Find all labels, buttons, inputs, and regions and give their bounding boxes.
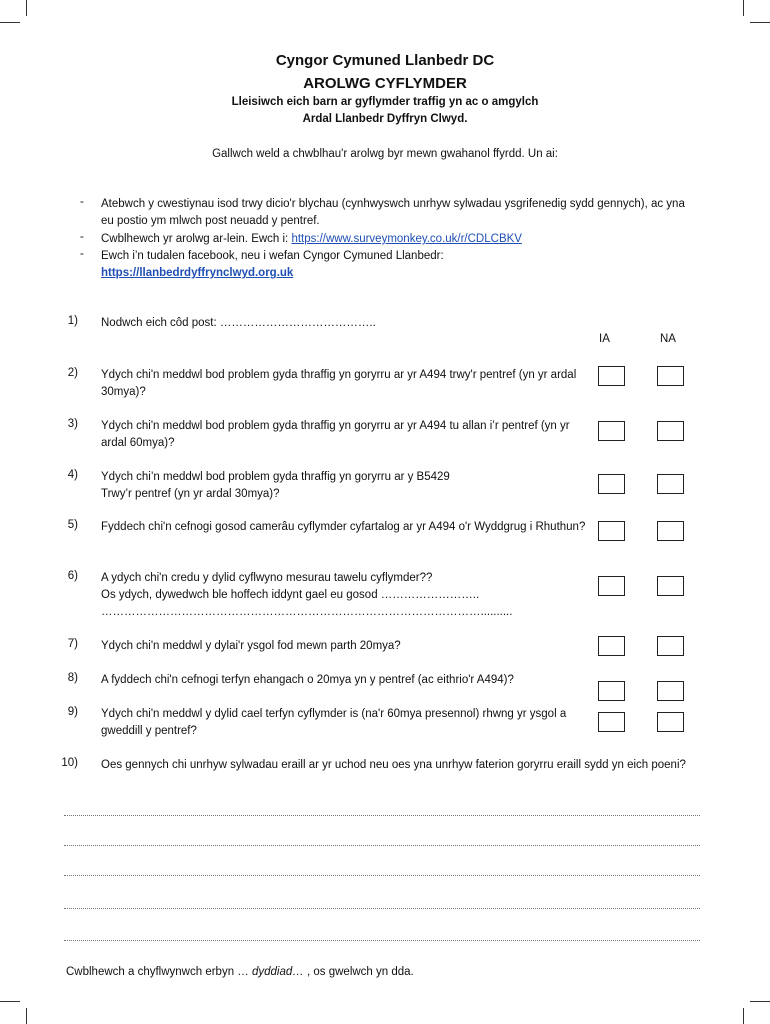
survey-link[interactable]: https://www.surveymonkey.co.uk/r/CDLCBKV (291, 233, 522, 245)
crop-mark (743, 1008, 744, 1024)
option-post-text: Atebwch y cwestiynau isod trwy dicio'r blychau (cynhwyswch unrhyw sylwadau ysgrifenedig sydd gennych), ac yna eu postio ym mlwch post neuadd y pentref. (101, 198, 685, 227)
option-dash: - (80, 231, 84, 243)
question-text: Ydych chi'n meddwl bod problem gyda thraffig yn goryrru ar yr A494 tu allan i’r pentref (yn yr ardal 60mya)? (101, 420, 570, 449)
crop-mark (26, 0, 27, 16)
subtitle-line2: Ardal Llanbedr Dyffryn Clwyd. (302, 113, 468, 125)
question-number: 1) (67, 315, 78, 327)
question-text: Ydych chi'n meddwl bod problem gyda thraffig yn goryrru ar yr A494 trwy'r pentref (yn yr ardal 30mya)? (101, 369, 577, 398)
yes-checkbox[interactable] (598, 421, 625, 441)
no-checkbox[interactable] (657, 681, 684, 701)
crop-mark (750, 22, 770, 23)
question-number: 8) (67, 672, 78, 684)
question-number: 7) (67, 638, 78, 650)
footer-text: Cwblhewch a chyflwynwch erbyn … (66, 966, 252, 978)
yes-checkbox[interactable] (598, 521, 625, 541)
question-line: A ydych chi'n credu y dylid cyflwyno mesurau tawelu cyflymder?? (101, 572, 433, 584)
crop-mark (0, 22, 20, 23)
option-online-text: Cwblhewch yr arolwg ar-lein. Ewch i: (101, 233, 292, 245)
no-column-label: NA (660, 333, 676, 345)
comment-line[interactable] (64, 815, 700, 816)
yes-checkbox[interactable] (598, 366, 625, 386)
question-text: A fyddech chi'n cefnogi terfyn ehangach o 20mya yn y pentref (ac eithrio'r A494)? (101, 674, 514, 686)
question-text: Fyddech chi'n cefnogi gosod camerâu cyflymder cyfartalog ar yr A494 o'r Wyddgrug i Rhuthun? (101, 521, 586, 533)
question-number: 2) (67, 367, 78, 379)
no-checkbox[interactable] (657, 712, 684, 732)
yes-checkbox[interactable] (598, 712, 625, 732)
question-line: Trwy’r pentref (yn yr ardal 30mya)? (101, 488, 280, 500)
yes-checkbox[interactable] (598, 681, 625, 701)
no-checkbox[interactable] (657, 421, 684, 441)
footer-date: dyddiad… (252, 966, 304, 978)
question-postcode: Nodwch eich côd post: ………………………………….. (101, 317, 376, 329)
footer-note (66, 964, 414, 981)
survey-title: AROLWG CYFLYMDER (303, 75, 467, 92)
question-line: Os ydych, dywedwch ble hoffech iddynt gael eu gosod …………………….. (101, 589, 480, 601)
question-number: 3) (67, 418, 78, 430)
option-dash: - (80, 196, 84, 208)
comment-line[interactable] (64, 875, 700, 876)
answer-dots-line: ……………………………………………………………………………………….......... (101, 606, 513, 618)
intro-text: Gallwch weld a chwblhau'r arolwg byr mewn gwahanol ffyrdd. Un ai: (212, 148, 558, 160)
comment-line[interactable] (64, 908, 700, 909)
question-number: 10) (61, 757, 78, 769)
subtitle-line1: Lleisiwch eich barn ar gyflymder traffig yn ac o amgylch (231, 96, 539, 108)
page-title: Cyngor Cymuned Llanbedr DC (275, 52, 495, 69)
question-text: Oes gennych chi unrhyw sylwadau eraill ar yr uchod neu oes yna unrhyw faterion goryrru eraill sydd yn eich poeni? (101, 759, 686, 771)
no-checkbox[interactable] (657, 366, 684, 386)
yes-checkbox[interactable] (598, 474, 625, 494)
question-text: Ydych chi'n meddwl y dylai'r ysgol fod mewn parth 20mya? (101, 640, 401, 652)
question-line: Ydych chi’n meddwl bod problem gyda thraffig yn goryrru ar y B5429 (101, 471, 450, 483)
question-text (101, 469, 591, 503)
question-number: 5) (67, 519, 78, 531)
website-link[interactable]: https://llanbedrdyffrynclwyd.org.uk (101, 267, 294, 279)
option-dash: - (80, 248, 84, 260)
crop-mark (26, 1008, 27, 1024)
comment-line[interactable] (64, 845, 700, 846)
crop-mark (0, 1001, 20, 1002)
question-text: Ydych chi'n meddwl y dylid cael terfyn cyflymder is (na'r 60mya presennol) rhwng yr ysgol a gweddill y pentref? (101, 708, 567, 737)
no-checkbox[interactable] (657, 576, 684, 596)
yes-checkbox[interactable] (598, 636, 625, 656)
crop-mark (743, 0, 744, 16)
option-online (101, 231, 691, 248)
comment-line[interactable] (64, 940, 700, 941)
question-number: 9) (67, 706, 78, 718)
option-facebook-text: Ewch i’n tudalen facebook, neu i wefan Cyngor Cymuned Llanbedr: (101, 250, 444, 262)
question-number: 4) (67, 469, 78, 481)
question-text (101, 570, 591, 621)
no-checkbox[interactable] (657, 636, 684, 656)
yes-column-label: IA (599, 333, 610, 345)
footer-text: , os gwelwch yn dda. (303, 966, 414, 978)
question-number: 6) (67, 570, 78, 582)
no-checkbox[interactable] (657, 521, 684, 541)
crop-mark (750, 1001, 770, 1002)
no-checkbox[interactable] (657, 474, 684, 494)
yes-checkbox[interactable] (598, 576, 625, 596)
option-facebook (101, 248, 691, 282)
